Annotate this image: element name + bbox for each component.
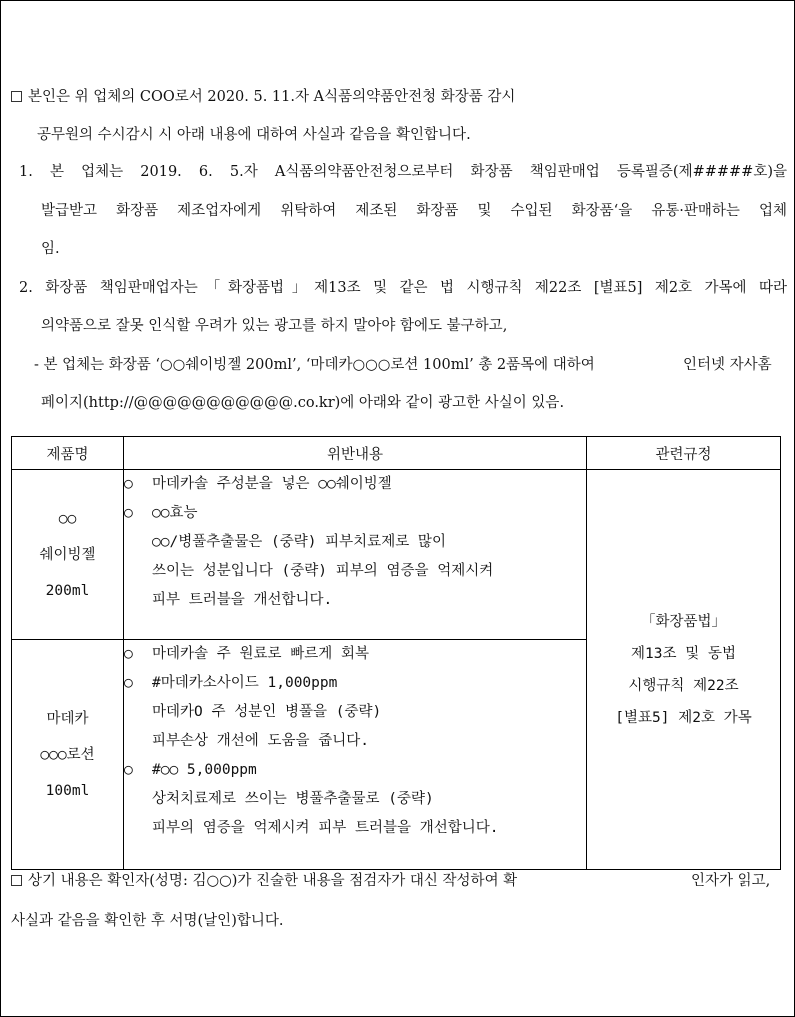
intro-line-2: 공무원의 수시감시 시 아래 내용에 대하여 사실과 같음을 확인합니다. bbox=[37, 127, 471, 143]
violation-line: 피부 트러블을 개선합니다. bbox=[152, 592, 333, 608]
item2-line-2: 의약품으로 잘못 인식할 우려가 있는 광고를 하지 말아야 함에도 불구하고, bbox=[41, 318, 508, 334]
checkbox-icon bbox=[11, 91, 22, 102]
item1-line-1: 1. 본 업체는 2019. 6. 5.자 A식품의약품안전청으로부터 화장품 책임판매업 등록필증(제#####호)을 bbox=[19, 164, 787, 180]
item2-line-1: 2. 화장품 책임판매업자는「화장품법」제13조 및 같은 법 시행규칙 제22조 [별표5] 제2호 가목에 따라 bbox=[19, 280, 787, 296]
violation-line: ○ 마데카솔 주성분을 넣은 ○○쉐이빙젤 bbox=[124, 476, 392, 492]
footer-line-1b: 인자가 읽고, bbox=[691, 873, 771, 889]
violation-cell bbox=[124, 640, 587, 870]
related-rule-cell: 「화장품법」 제13조 및 동법 시행규칙 제22조 [별표5] 제2호 가목 bbox=[587, 470, 781, 870]
violation-line: 상처치료제로 쓰이는 병풀추출물로 (중략) bbox=[152, 791, 434, 807]
violation-line: 쓰이는 성분입니다 (중략) 피부의 염증을 억제시켜 bbox=[152, 563, 494, 579]
item2-line-3a: - 본 업체는 화장품 ‘○○쉐이빙젤 200ml’, ‘마데카○○○로션 100ml’ 총 2품목에 대하여 bbox=[34, 357, 595, 373]
header-rule: 관련규정 bbox=[587, 437, 781, 470]
violation-cell bbox=[124, 470, 587, 640]
item2-line-4: 페이지(http://@@@@@@@@@@@.co.kr)에 아래와 같이 광고한 사실이 있음. bbox=[41, 395, 565, 411]
violation-table bbox=[11, 436, 781, 870]
table-header-row bbox=[12, 437, 781, 470]
item2-line-3b: 인터넷 자사홈 bbox=[683, 357, 772, 373]
product-name-cell: 마데카 ○○○로션 100ml bbox=[12, 640, 124, 870]
product-name-cell: ○○ 쉐이빙젤 200ml bbox=[12, 470, 124, 640]
header-violation: 위반내용 bbox=[124, 437, 587, 470]
violation-line: ○ ○○효능 bbox=[124, 505, 198, 521]
table-row bbox=[12, 470, 781, 640]
item1-line-3: 임. bbox=[41, 241, 60, 257]
violation-line: 피부의 염증을 억제시켜 피부 트러블을 개선합니다. bbox=[152, 820, 499, 836]
violation-line: 마데카O 주 성분인 병풀을 (중략) bbox=[152, 704, 382, 720]
violation-line: 피부손상 개선에 도움을 줍니다. bbox=[152, 733, 370, 749]
violation-line: ○○/병풀추출물은 (중략) 피부치료제로 많이 bbox=[152, 534, 446, 550]
violation-line: ○ #○○ 5,000ppm bbox=[124, 762, 257, 778]
checkbox-icon bbox=[11, 875, 22, 886]
footer-line-1a: 상기 내용은 확인자(성명: 김○○)가 진술한 내용을 점검자가 대신 작성하여 확 bbox=[11, 871, 517, 891]
violation-line: ○ #마데카소사이드 1,000ppm bbox=[124, 675, 338, 691]
intro-line-1: 본인은 위 업체의 COO로서 2020. 5. 11.자 A식품의약품안전청 화장품 감시 bbox=[11, 87, 515, 107]
footer-line-2: 사실과 같음을 확인한 후 서명(날인)합니다. bbox=[11, 913, 284, 929]
violation-line: ○ 마데카솔 주 원료로 빠르게 회복 bbox=[124, 646, 370, 662]
item1-line-2: 발급받고 화장품 제조업자에게 위탁하여 제조된 화장품 및 수입된 화장품‘을 유통·판매하는 업체 bbox=[41, 203, 787, 219]
header-product: 제품명 bbox=[12, 437, 124, 470]
